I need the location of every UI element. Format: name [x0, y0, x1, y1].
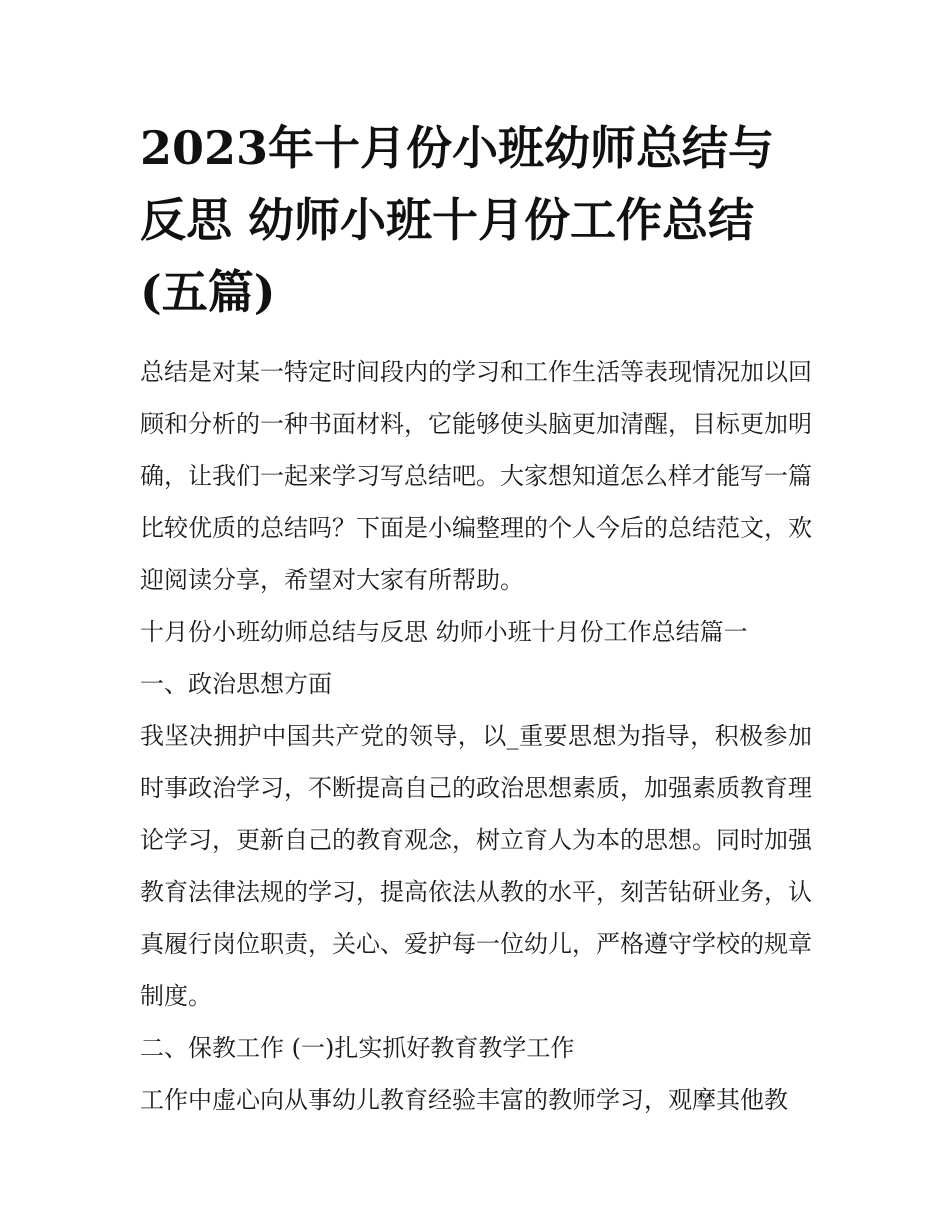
- heading-politics: 一、政治思想方面: [140, 670, 332, 698]
- section-title: 十月份小班幼师总结与反思 幼师小班十月份工作总结篇一: [140, 618, 748, 646]
- politics-paragraph: 我坚决拥护中国共产党的领导，以_重要思想为指导，积极参加时事政治学习，不断提高自己的政治思想素质，加强素质教育理论学习，更新自己的教育观念，树立育人为本的思想。同时加强教育法律法规的学习，提高依法从教的水平，刻苦钻研业务，认真履行岗位职责，关心、爱护每一位幼儿，严格遵守学校的规章制度。: [140, 722, 812, 1010]
- intro-paragraph: 总结是对某一特定时间段内的学习和工作生活等表现情况加以回顾和分析的一种书面材料，它能够使头脑更加清醒，目标更加明确，让我们一起来学习写总结吧。大家想知道怎么样才能写一篇比较优质的总结吗？下面是小编整理的个人今后的总结范文，欢迎阅读分享，希望对大家有所帮助。: [140, 358, 812, 594]
- document-body: [140, 112, 812, 1126]
- document-title: 2023年十月份小班幼师总结与反思 幼师小班十月份工作总结(五篇): [140, 121, 775, 319]
- heading-teaching: 二、保教工作 (一)扎实抓好教育教学工作: [140, 1034, 575, 1062]
- teaching-paragraph: 工作中虚心向从事幼儿教育经验丰富的教师学习，观摩其他教: [140, 1086, 788, 1114]
